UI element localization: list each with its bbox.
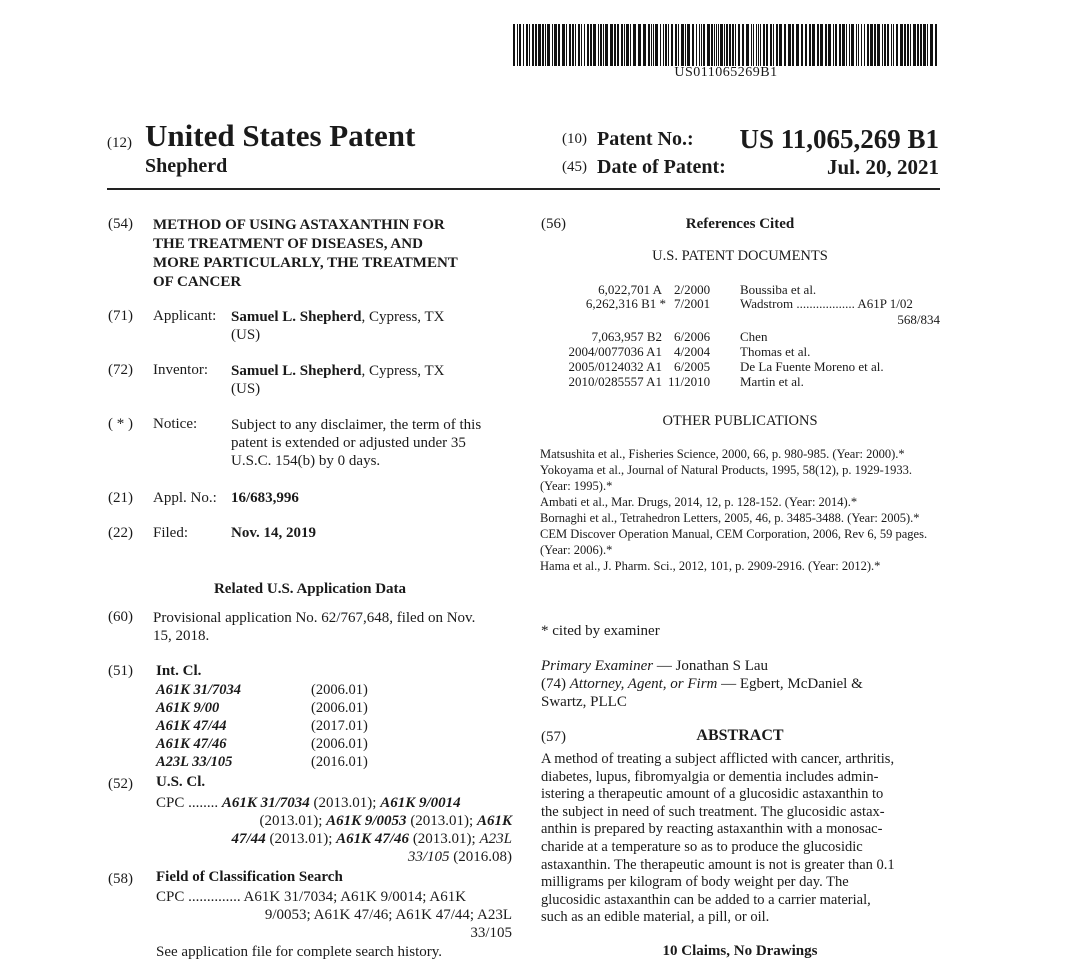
abstract-line: glucosidic astaxanthin can be added to a carrier material, bbox=[541, 891, 871, 908]
intcl-year: (2006.01) bbox=[311, 700, 368, 716]
intcl-row bbox=[156, 682, 396, 700]
inventor-surname: Shepherd bbox=[145, 155, 228, 177]
doc-type-code: (12) bbox=[107, 135, 132, 151]
publications-list bbox=[540, 446, 942, 574]
barcode-bar bbox=[893, 24, 894, 66]
barcode-bar bbox=[660, 24, 661, 66]
barcode-bar bbox=[891, 24, 892, 66]
abstract-line: anthin is prepared by reacting astaxanthin with a monosac- bbox=[541, 821, 883, 838]
intcl-row bbox=[156, 736, 396, 754]
barcode-bar bbox=[575, 24, 576, 66]
ref-number: 2004/0077036 A1 bbox=[568, 344, 662, 359]
appl-label: Appl. No.: bbox=[153, 490, 217, 506]
notice-text bbox=[231, 416, 481, 470]
barcode-bar bbox=[746, 24, 749, 66]
barcode-bar bbox=[766, 24, 768, 66]
abstract-line: astaxanthin. The therapeutic amount is not is greater than 0.1 bbox=[541, 856, 895, 873]
publication-item: CEM Discover Operation Manual, CEM Corporation, 2006, Rev 6, 59 pages. (Year: 2006).* bbox=[540, 527, 928, 557]
intcl-class: A23L 33/105 bbox=[156, 754, 233, 770]
cpc-year: (2013.01); bbox=[309, 795, 381, 811]
fos-line: 33/105 bbox=[470, 925, 512, 941]
examiner-info bbox=[541, 657, 941, 711]
barcode-bar bbox=[817, 24, 819, 66]
barcode-bar bbox=[716, 24, 717, 66]
ref-number: 6,022,701 A bbox=[598, 282, 662, 297]
barcode-bar bbox=[784, 24, 786, 66]
patent-no-label: Patent No.: bbox=[597, 128, 694, 150]
ref-name: Chen bbox=[740, 329, 768, 344]
barcode-bar bbox=[653, 24, 654, 66]
barcode-bar bbox=[587, 24, 589, 66]
barcode-bar bbox=[598, 24, 599, 66]
barcode-bar bbox=[828, 24, 831, 66]
cpc-class: A61K 47/46 bbox=[336, 831, 410, 847]
cpc-class: A61K bbox=[476, 813, 512, 829]
ref-date: 2/2000 bbox=[674, 282, 711, 297]
fos-line: CPC .............. A61K 31/7034; A61K 9/0014; A61K bbox=[156, 889, 467, 905]
barcode-bar bbox=[621, 24, 623, 66]
ref-name: De La Fuente Moreno et al. bbox=[740, 359, 884, 374]
barcode-bar bbox=[856, 24, 857, 66]
inventor-location: , Cypress, TX bbox=[361, 363, 445, 379]
notice-line: U.S.C. 154(b) by 0 days. bbox=[231, 453, 381, 469]
barcode-bar bbox=[519, 24, 521, 66]
examiner-name: — Jonathan S Lau bbox=[653, 658, 769, 674]
cpc-year: (2013.01); bbox=[406, 813, 477, 829]
barcode-bar bbox=[671, 24, 673, 66]
barcode-bar bbox=[851, 24, 854, 66]
barcode-bar bbox=[773, 24, 774, 66]
barcode-bar bbox=[927, 24, 928, 66]
barcode-bar bbox=[917, 24, 919, 66]
barcode-bar bbox=[638, 24, 641, 66]
barcode-bar bbox=[610, 24, 613, 66]
barcode-bar bbox=[554, 24, 557, 66]
cited-by-examiner: * cited by examiner bbox=[541, 623, 660, 639]
barcode-bar bbox=[756, 24, 757, 66]
intcl-table bbox=[156, 682, 396, 772]
ref-name: Wadstrom .................. A61P 1/02 bbox=[740, 296, 913, 311]
barcode-bar bbox=[517, 24, 518, 66]
barcode-bar bbox=[617, 24, 619, 66]
barcode-bar bbox=[923, 24, 926, 66]
applicant-label: Applicant: bbox=[153, 308, 217, 324]
barcode-bar bbox=[542, 24, 544, 66]
title-line: MORE PARTICULARLY, THE TREATMENT bbox=[153, 255, 458, 271]
ref-number: 6,262,316 B1 * bbox=[585, 296, 666, 311]
barcode-bar bbox=[839, 24, 841, 66]
other-publications-heading: OTHER PUBLICATIONS bbox=[662, 413, 818, 429]
ref-number: 2005/0124032 A1 bbox=[568, 359, 662, 374]
notice-line: patent is extended or adjusted under 35 bbox=[231, 435, 466, 451]
barcode-bar bbox=[930, 24, 933, 66]
barcode-bar bbox=[758, 24, 759, 66]
provisional-code: (60) bbox=[108, 609, 133, 625]
ref-name: Thomas et al. bbox=[740, 344, 811, 359]
barcode-bar bbox=[513, 24, 515, 66]
barcode-bar bbox=[751, 24, 752, 66]
title-line: OF CANCER bbox=[153, 274, 242, 290]
barcode-bar bbox=[707, 24, 710, 66]
patent-no-value: US 11,065,269 B1 bbox=[739, 124, 939, 154]
barcode-bar bbox=[877, 24, 880, 66]
applicant-location: , Cypress, TX bbox=[361, 309, 445, 325]
publication-item: Ambati et al., Mar. Drugs, 2014, 12, p. 128-152. (Year: 2014).* bbox=[540, 495, 858, 509]
cpc-year: (2013.01); bbox=[265, 831, 337, 847]
barcode-bar bbox=[600, 24, 602, 66]
barcode-bar bbox=[668, 24, 669, 66]
appl-number: 16/683,996 bbox=[231, 490, 299, 506]
barcode-bar bbox=[770, 24, 772, 66]
barcode-bar bbox=[846, 24, 847, 66]
refs-code: (56) bbox=[541, 216, 566, 232]
barcode-bar bbox=[675, 24, 677, 66]
barcode-bar bbox=[801, 24, 803, 66]
barcode-bar bbox=[523, 24, 524, 66]
abstract-line: istering a therapeutic amount of a glucosidic astaxanthin to bbox=[541, 786, 884, 803]
uscl-cpc-label: CPC ........ bbox=[156, 795, 219, 811]
barcode-bar bbox=[910, 24, 911, 66]
claims-summary: 10 Claims, No Drawings bbox=[662, 943, 818, 959]
related-heading: Related U.S. Application Data bbox=[213, 581, 407, 597]
doc-type: United States Patent bbox=[145, 118, 416, 153]
ref-name: Boussiba et al. bbox=[740, 282, 817, 297]
barcode-bar bbox=[624, 24, 625, 66]
ref-date: 4/2004 bbox=[674, 344, 711, 359]
barcode-bar bbox=[718, 24, 719, 66]
intcl-year: (2017.01) bbox=[311, 718, 368, 734]
barcode-bar bbox=[696, 24, 697, 66]
barcode-bar bbox=[703, 24, 705, 66]
us-patent-documents-heading: U.S. PATENT DOCUMENTS bbox=[652, 248, 828, 264]
date-code: (45) bbox=[562, 159, 587, 175]
fos-cpc bbox=[156, 888, 512, 942]
abstract-line: milligrams per kilogram of body weight per day. The bbox=[541, 874, 849, 891]
filed-code: (22) bbox=[108, 525, 133, 541]
barcode-bar bbox=[726, 24, 728, 66]
ref-date: 11/2010 bbox=[668, 374, 711, 389]
ref-name: Martin et al. bbox=[740, 374, 804, 389]
barcode-bar bbox=[833, 24, 834, 66]
attorney-name-cont: Swartz, PLLC bbox=[541, 694, 627, 710]
barcode-bar bbox=[545, 24, 546, 66]
notice-code: ( * ) bbox=[108, 416, 133, 432]
abstract-line: charide at a temperature so as to produce the glucosidic bbox=[541, 838, 863, 855]
barcode-bar bbox=[655, 24, 658, 66]
provisional-line: Provisional application No. 62/767,648, filed on Nov. bbox=[153, 610, 476, 626]
intcl-label: Int. Cl. bbox=[156, 663, 202, 679]
uscl-label: U.S. Cl. bbox=[156, 774, 206, 790]
cpc-year: (2013.01); bbox=[259, 813, 327, 829]
barcode-bar bbox=[681, 24, 684, 66]
attorney-label: Attorney, Agent, or Firm bbox=[569, 676, 718, 692]
intcl-year: (2006.01) bbox=[311, 736, 368, 752]
barcode-bar bbox=[590, 24, 592, 66]
publication-item: Yokoyama et al., Journal of Natural Products, 1995, 58(12), p. 1929-1933. (Year: 1995).* bbox=[540, 463, 912, 493]
abstract-code: (57) bbox=[541, 729, 566, 745]
inventor-value bbox=[231, 362, 445, 398]
patent-no-code: (10) bbox=[562, 131, 587, 147]
intcl-class: A61K 47/46 bbox=[156, 736, 227, 752]
barcode-bar bbox=[874, 24, 876, 66]
barcode-bar bbox=[753, 24, 754, 66]
provisional-text bbox=[153, 609, 475, 645]
barcode-bar bbox=[779, 24, 782, 66]
ref-date: 7/2001 bbox=[674, 296, 711, 311]
barcode-bar bbox=[884, 24, 886, 66]
barcode-bar bbox=[648, 24, 650, 66]
barcode-bar bbox=[547, 24, 550, 66]
cpc-class: A61K 31/7034 bbox=[221, 795, 310, 811]
barcode-bar bbox=[581, 24, 582, 66]
attorney-code: (74) bbox=[541, 676, 570, 692]
barcode-bar bbox=[593, 24, 596, 66]
barcode-bar bbox=[578, 24, 580, 66]
barcode-bar bbox=[870, 24, 873, 66]
references-table bbox=[540, 282, 940, 392]
intcl-row bbox=[156, 718, 396, 736]
inventor-label: Inventor: bbox=[153, 362, 208, 378]
fos-line: 9/0053; A61K 47/46; A61K 47/44; A23L bbox=[264, 907, 512, 923]
cpc-class: 33/105 bbox=[407, 849, 450, 865]
barcode-bar bbox=[626, 24, 629, 66]
date-value: Jul. 20, 2021 bbox=[826, 155, 939, 179]
barcode-bar bbox=[614, 24, 616, 66]
title-line: THE TREATMENT OF DISEASES, AND bbox=[153, 236, 423, 252]
barcode-bar bbox=[805, 24, 807, 66]
barcode-bar bbox=[842, 24, 845, 66]
fos-note: See application file for complete search history. bbox=[156, 944, 443, 960]
ref-number: 7,063,957 B2 bbox=[591, 329, 662, 344]
intcl-class: A61K 47/44 bbox=[156, 718, 227, 734]
barcode-bar bbox=[701, 24, 702, 66]
abstract-text bbox=[541, 751, 943, 927]
barcode-bar bbox=[776, 24, 778, 66]
provisional-line: 15, 2018. bbox=[153, 628, 210, 644]
barcode-bar bbox=[849, 24, 850, 66]
applicant-country: (US) bbox=[231, 327, 261, 343]
barcode-bar bbox=[867, 24, 869, 66]
intcl-year: (2006.01) bbox=[311, 682, 368, 698]
fos-code: (58) bbox=[108, 871, 133, 887]
inventor-name: Samuel L. Shepherd bbox=[231, 363, 362, 379]
abstract-heading: ABSTRACT bbox=[696, 727, 784, 744]
filed-label: Filed: bbox=[153, 525, 189, 541]
inventor-code: (72) bbox=[108, 362, 133, 378]
invention-title bbox=[153, 216, 458, 292]
header-divider bbox=[107, 188, 940, 190]
fos-label: Field of Classification Search bbox=[156, 869, 343, 885]
notice-label: Notice: bbox=[153, 416, 198, 432]
barcode-bar bbox=[913, 24, 916, 66]
barcode-bar bbox=[760, 24, 761, 66]
applicant-code: (71) bbox=[108, 308, 133, 324]
title-line: METHOD OF USING ASTAXANTHIN FOR bbox=[153, 217, 445, 233]
appl-code: (21) bbox=[108, 490, 133, 506]
barcode-bar bbox=[796, 24, 799, 66]
uscl-cpc bbox=[156, 794, 512, 866]
applicant-name: Samuel L. Shepherd bbox=[231, 309, 362, 325]
barcode-bar bbox=[742, 24, 744, 66]
filed-date: Nov. 14, 2019 bbox=[231, 525, 317, 541]
barcode-bar bbox=[566, 24, 567, 66]
barcode-bar bbox=[820, 24, 823, 66]
barcode-bar bbox=[572, 24, 574, 66]
barcode-bar bbox=[900, 24, 903, 66]
barcode-bar bbox=[562, 24, 565, 66]
publication-item: Bornaghi et al., Tetrahedron Letters, 2005, 46, p. 3485-3488. (Year: 2005).* bbox=[540, 511, 920, 525]
barcode-bar bbox=[569, 24, 571, 66]
publication-item: Matsushita et al., Fisheries Science, 2000, 66, p. 980-985. (Year: 2000).* bbox=[540, 447, 905, 461]
barcode-bar bbox=[861, 24, 862, 66]
intcl-class: A61K 31/7034 bbox=[156, 682, 241, 698]
barcode-bar bbox=[584, 24, 585, 66]
intcl-row bbox=[156, 700, 396, 718]
barcode-bar bbox=[692, 24, 694, 66]
cpc-year: (2016.08) bbox=[449, 849, 512, 865]
barcode-bar bbox=[535, 24, 537, 66]
barcode-bar bbox=[643, 24, 646, 66]
barcode-bar bbox=[812, 24, 815, 66]
publication-item: Hama et al., J. Pharm. Sci., 2012, 101, p. 2909-2916. (Year: 2012).* bbox=[540, 559, 881, 573]
barcode-bar bbox=[603, 24, 604, 66]
barcode-bar bbox=[735, 24, 736, 66]
cpc-class: 47/44 bbox=[231, 831, 266, 847]
barcode-bar bbox=[920, 24, 922, 66]
examiner-label: Primary Examiner bbox=[541, 658, 654, 674]
barcode-bar bbox=[788, 24, 791, 66]
applicant-value bbox=[231, 308, 445, 344]
barcode-bar bbox=[526, 24, 528, 66]
notice-line: Subject to any disclaimer, the term of this bbox=[231, 417, 482, 433]
date-label: Date of Patent: bbox=[597, 156, 726, 178]
barcode-bar bbox=[538, 24, 541, 66]
barcode-bar bbox=[935, 24, 937, 66]
intcl-class: A61K 9/00 bbox=[156, 700, 220, 716]
barcode-bar bbox=[882, 24, 883, 66]
barcode-bar bbox=[835, 24, 837, 66]
barcode-bar bbox=[663, 24, 664, 66]
barcode-bar bbox=[605, 24, 608, 66]
barcode-bar bbox=[887, 24, 889, 66]
cpc-class: A61K 9/0053 bbox=[326, 813, 407, 829]
ref-date: 6/2006 bbox=[674, 329, 711, 344]
barcode-number: US011065269B1 bbox=[674, 65, 778, 80]
barcode-bar bbox=[904, 24, 906, 66]
barcode-bar bbox=[552, 24, 553, 66]
ref-date: 6/2005 bbox=[674, 359, 711, 374]
barcode-bar bbox=[665, 24, 667, 66]
title-code: (54) bbox=[108, 216, 133, 232]
barcode-bar bbox=[907, 24, 909, 66]
intcl-year: (2016.01) bbox=[311, 754, 368, 770]
barcode bbox=[513, 24, 939, 66]
ref-subclass: 568/834 bbox=[897, 312, 940, 327]
barcode-bar bbox=[687, 24, 690, 66]
intcl-code: (51) bbox=[108, 663, 133, 679]
barcode-bar bbox=[896, 24, 898, 66]
barcode-bar bbox=[678, 24, 679, 66]
barcode-bar bbox=[558, 24, 560, 66]
barcode-bar bbox=[825, 24, 827, 66]
barcode-bar bbox=[633, 24, 636, 66]
barcode-bar bbox=[532, 24, 534, 66]
abstract-line: diabetes, lupus, fibromyalgia or dementia includes admin- bbox=[541, 768, 879, 785]
barcode-bar bbox=[724, 24, 725, 66]
cpc-year: (2013.01); bbox=[409, 831, 480, 847]
cpc-class: A23L bbox=[479, 831, 512, 847]
ref-number: 2010/0285557 A1 bbox=[568, 374, 662, 389]
barcode-bar bbox=[809, 24, 811, 66]
barcode-bar bbox=[630, 24, 631, 66]
barcode-bar bbox=[529, 24, 530, 66]
abstract-line: such as an edible material, a pill, or oil. bbox=[541, 909, 770, 926]
barcode-bar bbox=[858, 24, 859, 66]
barcode-bar bbox=[714, 24, 715, 66]
barcode-bar bbox=[685, 24, 686, 66]
cpc-class: A61K 9/0014 bbox=[380, 795, 461, 811]
uscl-code: (52) bbox=[108, 776, 133, 792]
barcode-bar bbox=[864, 24, 865, 66]
intcl-row bbox=[156, 754, 396, 772]
barcode-bar bbox=[651, 24, 652, 66]
barcode-bar bbox=[732, 24, 734, 66]
abstract-line: A method of treating a subject afflicted with cancer, arthritis, bbox=[541, 751, 895, 767]
attorney-name: — Egbert, McDaniel & bbox=[717, 676, 863, 692]
abstract-line: the subject in need of such treatment. The glucosidic astax- bbox=[541, 803, 885, 820]
refs-heading: References Cited bbox=[685, 216, 795, 232]
barcode-bar bbox=[711, 24, 713, 66]
barcode-bar bbox=[792, 24, 794, 66]
barcode-bar bbox=[720, 24, 723, 66]
inventor-country: (US) bbox=[231, 381, 261, 397]
barcode-bar bbox=[699, 24, 700, 66]
barcode-bar bbox=[763, 24, 765, 66]
barcode-bar bbox=[729, 24, 731, 66]
barcode-bar bbox=[738, 24, 740, 66]
